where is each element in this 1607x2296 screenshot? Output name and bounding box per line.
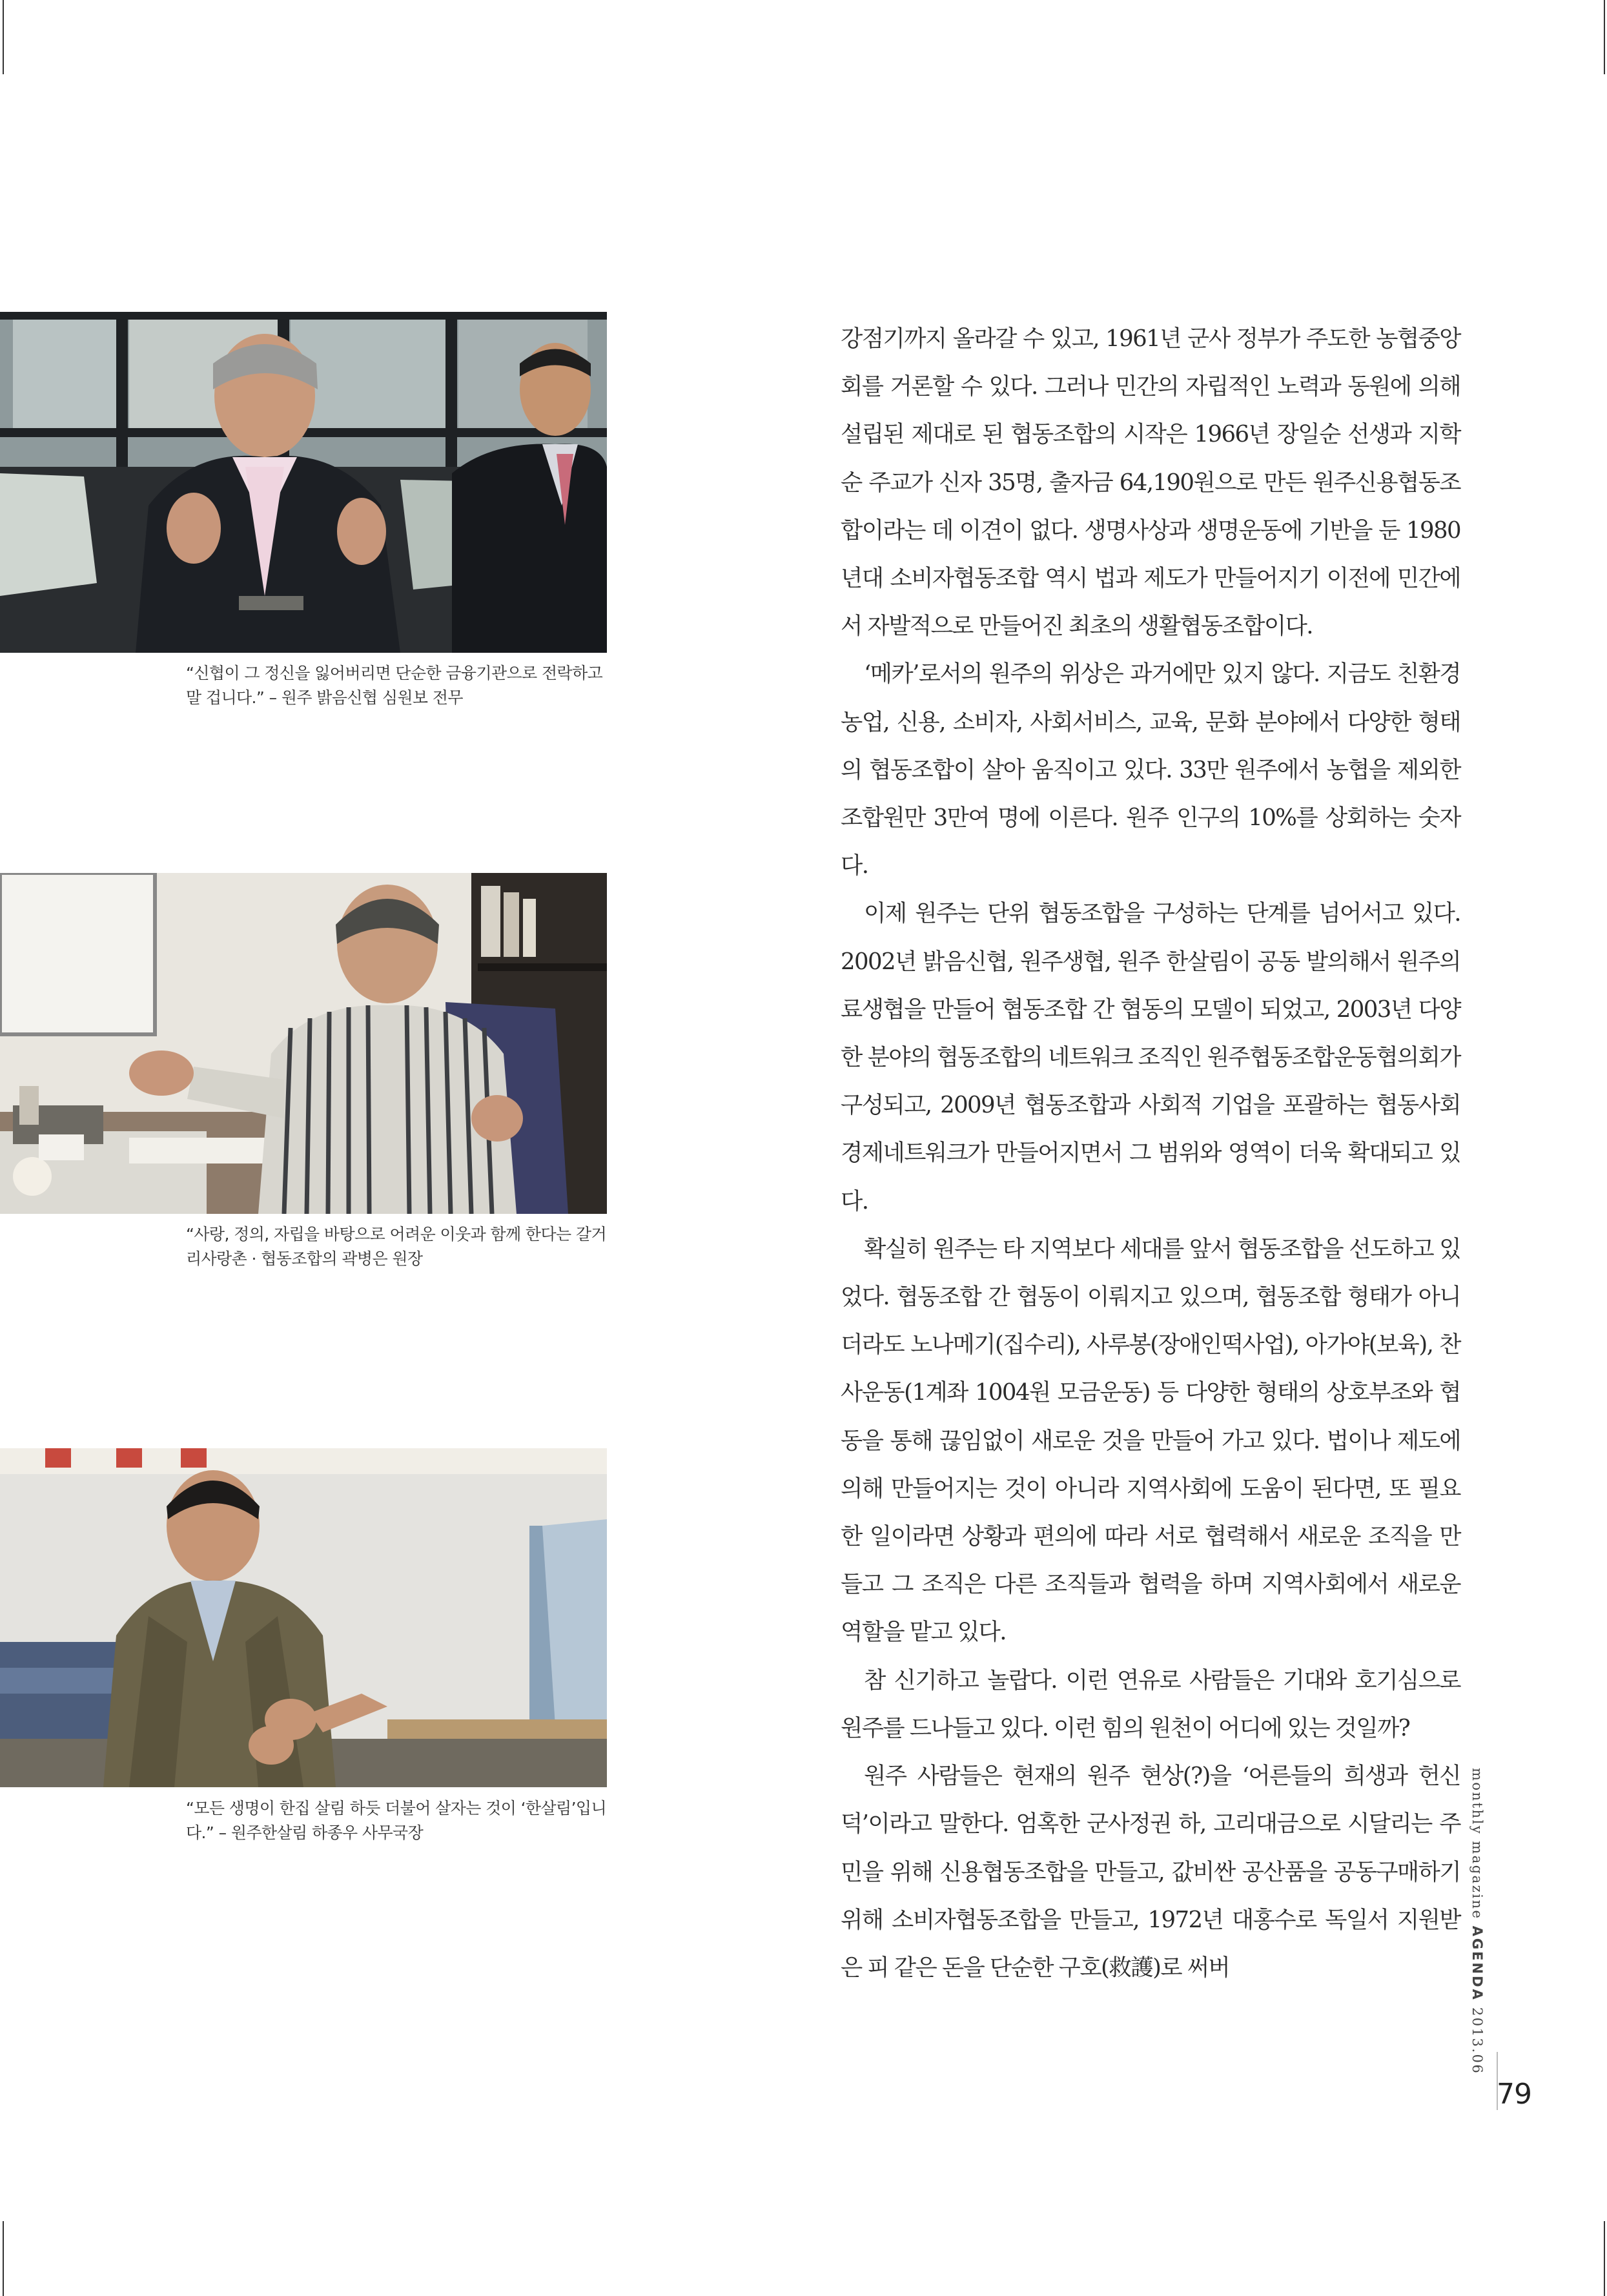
- photo-caption-3: “모든 생명이 한집 살림 하듯 더불어 살자는 것이 ‘한살림’입니다.” – 원주한살림 하종우 사무국장: [186, 1799, 607, 1842]
- photo-interview-3-image: [0, 1448, 607, 1787]
- photo-caption-1: “신협이 그 정신을 잃어버리면 단순한 금융기관으로 전락하고 말 겁니다.” – 원주 밝음신협 심원보 전무: [186, 664, 603, 707]
- article-paragraph: 원주 사람들은 현재의 원주 현상(?)을 ‘어른들의 희생과 헌신 덕’이라고 말한다. 엄혹한 군사정권 하, 고리대금으로 시달리는 주민을 위해 신용협동조합을 만들고, 값비싼 공산품을 공동구매하기 위해 소비자협동조합을 만들고, 1972년 대홍수로 독일서 지원받은 피 같은 돈을 단순한 구호(救護)로 써버: [841, 1763, 1460, 1981]
- magazine-credit-prefix: monthly magazine: [1469, 1768, 1485, 1926]
- crop-mark-top-right: [1604, 0, 1605, 74]
- page-number: 79: [1497, 2078, 1531, 2111]
- magazine-credit: [1469, 1768, 1485, 2075]
- article-paragraph: 확실히 원주는 타 지역보다 세대를 앞서 협동조합을 선도하고 있었다. 협동조합 간 협동이 이뤄지고 있으며, 협동조합 형태가 아니더라도 노나메기(집수리), 사루봉(장애인떡사업), 아가야(보육), 찬사운동(1계좌 1004원 모금운동) 등 다양한 형태의 상호부조와 협동을 통해 끊임없이 새로운 것을 만들어 가고 있다. 법이나 제도에 의해 만들어지는 것이 아니라 지역사회에 도움이 된다면, 또 필요한 일이라면 상황과 편의에 따라 서로 협력해서 새로운 조직을 만들고 그 조직은 다른 조직들과 협력을 하며 지역사회에서 새로운 역할을 맡고 있다.: [841, 1235, 1460, 1646]
- magazine-issue: 2013.06: [1469, 2001, 1485, 2075]
- photo-interview-2-image: [0, 873, 607, 1214]
- photo-interview-1: [0, 312, 607, 653]
- article-paragraph: 강점기까지 올라갈 수 있고, 1961년 군사 정부가 주도한 농협중앙회를 거론할 수 있다. 그러나 민간의 자립적인 노력과 동원에 의해 설립된 제대로 된 협동조합의 시작은 1966년 장일순 선생과 지학순 주교가 신자 35명, 출자금 64,190원으로 만든 원주신용협동조합이라는 데 이견이 없다. 생명사상과 생명운동에 기반을 둔 1980년대 소비자협동조합 역시 법과 제도가 만들어지기 이전에 민간에서 자발적으로 만들어진 최초의 생활협동조합이다.: [841, 325, 1460, 640]
- article-paragraph: 이제 원주는 단위 협동조합을 구성하는 단계를 넘어서고 있다. 2002년 밝음신협, 원주생협, 원주 한살림이 공동 발의해서 원주의료생협을 만들어 협동조합 간 협동의 모델이 되었고, 2003년 다양한 분야의 협동조합의 네트워크 조직인 원주협동조합운동협의회가 구성되고, 2009년 협동조합과 사회적 기업을 포괄하는 협동사회경제네트워크가 만들어지면서 그 범위와 영역이 더욱 확대되고 있다.: [841, 900, 1460, 1215]
- crop-mark-top-left: [3, 0, 4, 74]
- photo-caption-2: “사랑, 정의, 자립을 바탕으로 어려운 이웃과 함께 한다는 갈거리사랑촌 · 협동조합의 곽병은 원장: [186, 1225, 607, 1268]
- article-body: [841, 315, 1460, 1992]
- magazine-brand: AGENDA: [1469, 1925, 1485, 2002]
- crop-mark-bottom-right: [1604, 2221, 1605, 2296]
- photo-interview-2: [0, 873, 607, 1214]
- crop-mark-bottom-left: [3, 2221, 4, 2296]
- photo-interview-3: [0, 1448, 607, 1787]
- article-paragraph: ‘메카’로서의 원주의 위상은 과거에만 있지 않다. 지금도 친환경 농업, 신용, 소비자, 사회서비스, 교육, 문화 분야에서 다양한 형태의 협동조합이 살아 움직이고 있다. 33만 원주에서 농협을 제외한 조합원만 3만여 명에 이른다. 원주 인구의 10%를 상회하는 숫자다.: [841, 661, 1460, 879]
- article-paragraph: 참 신기하고 놀랍다. 이런 연유로 사람들은 기대와 호기심으로 원주를 드나들고 있다. 이런 힘의 원천이 어디에 있는 것일까?: [841, 1666, 1460, 1741]
- photo-interview-1-image: [0, 312, 607, 653]
